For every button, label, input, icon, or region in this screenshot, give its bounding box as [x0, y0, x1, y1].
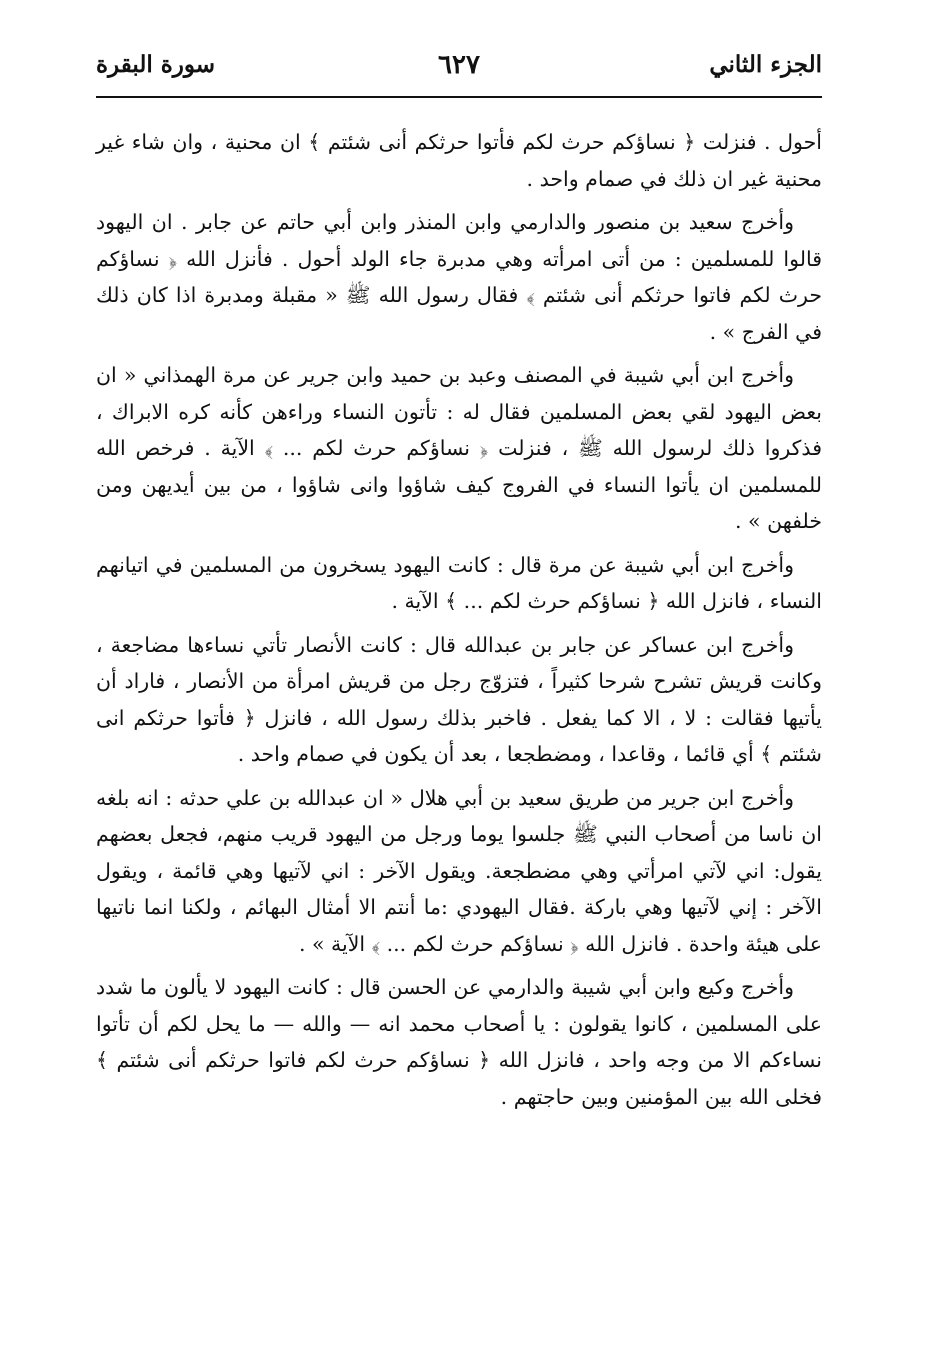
- paragraph: وأخرج ابن جرير من طريق سعيد بن أبي هلال « ان عبدالله بن علي حدثه : انه بلغه ان ناسا من أصحاب النبي ﷺ جلسوا يوما ورجل من اليهود قريب منهم، فجعل بعضهم يقول: اني لآتي امرأتي وهي مضطجعة. ويقول الآخر : اني لآتيها وهي قائمة ، ويقول الآخر : إني لآتيها وهي باركة .فقال اليهودي :ما أنتم الا أمثال البهائم ، ولكنا انما ناتيها على هيئة واحدة . فانزل الله ﴿ نساؤكم حرث لكم ... ﴾ الآية » .: [96, 785, 822, 956]
- paragraph: وأخرج سعيد بن منصور والدارمي وابن المنذر وابن أبي حاتم عن جابر . ان اليهود قالوا للمسلمين : من أتى امرأته وهي مدبرة جاء الولد أحول . فأنزل الله ﴿ نساؤكم حرث لكم فاتوا حرثكم أنى شئتم ﴾ فقال رسول الله ﷺ « مقبلة ومدبرة اذا كان ذلك في الفرج » .: [96, 210, 822, 344]
- paragraph: وأخرج ابن أبي شيبة عن مرة قال : كانت اليهود يسخرون من المسلمين في اتيانهم النساء ، فانزل الله ﴿ نساؤكم حرث لكم ... ﴾ الآية .: [96, 552, 822, 613]
- book-page: [96, 40, 822, 1320]
- paragraph-continued: أحول . فنزلت ﴿ نساؤكم حرث لكم فأتوا حرثكم أنى شئتم ﴾ ان محنية ، وان شاء غير محنية غير ان ذلك في صمام واحد .: [96, 130, 822, 191]
- paragraph: وأخرج وكيع وابن أبي شيبة والدارمي عن الحسن قال : كانت اليهود لا يألون ما شدد على المسلمين ، كانوا يقولون : يا أصحاب محمد انه — والله — ما يحل لكم أن تأتوا نساءكم الا من وجه واحد ، فانزل الله ﴿ نساؤكم حرث لكم فاتوا حرثكم أنى شئتم ﴾ فخلى الله بين المؤمنين وبين حاجتهم .: [96, 975, 822, 1109]
- paragraph: وأخرج ابن عساكر عن جابر بن عبدالله قال : كانت الأنصار تأتي نساءها مضاجعة ، وكانت قريش تشرح شرحا كثيراً ، فتزوّج رجل من قريش امرأة من الأنصار ، فاراد أن يأتيها فقالت : لا ، الا كما يفعل . فاخبر بذلك رسول الله ، فانزل ﴿ فأتوا حرثكم انى شئتم ﴾ أي قائما ، وقاعدا ، ومضطجعا ، بعد أن يكون في صمام واحد .: [96, 632, 822, 766]
- surah-label: سورة البقرة: [96, 51, 216, 78]
- paragraph: وأخرج ابن أبي شيبة في المصنف وعبد بن حميد وابن جرير عن مرة الهمذاني « ان بعض اليهود لقي بعض المسلمين فقال له : تأتون النساء وراءهن كأنه كره الابراك ، فذكروا ذلك لرسول الله ﷺ ، فنزلت ﴿ نساؤكم حرث لكم ... ﴾ الآية . فرخص الله للمسلمين ان يأتوا النساء في الفروج كيف شاؤوا وانى شاؤوا ، من بين أيديهن ومن خلفهن » .: [96, 363, 822, 533]
- page-number: ٦٢٧: [438, 50, 480, 80]
- running-header: [96, 40, 822, 96]
- header-rule: [96, 96, 822, 98]
- page-body: [96, 124, 822, 1122]
- part-label: الجزء الثاني: [709, 51, 822, 78]
